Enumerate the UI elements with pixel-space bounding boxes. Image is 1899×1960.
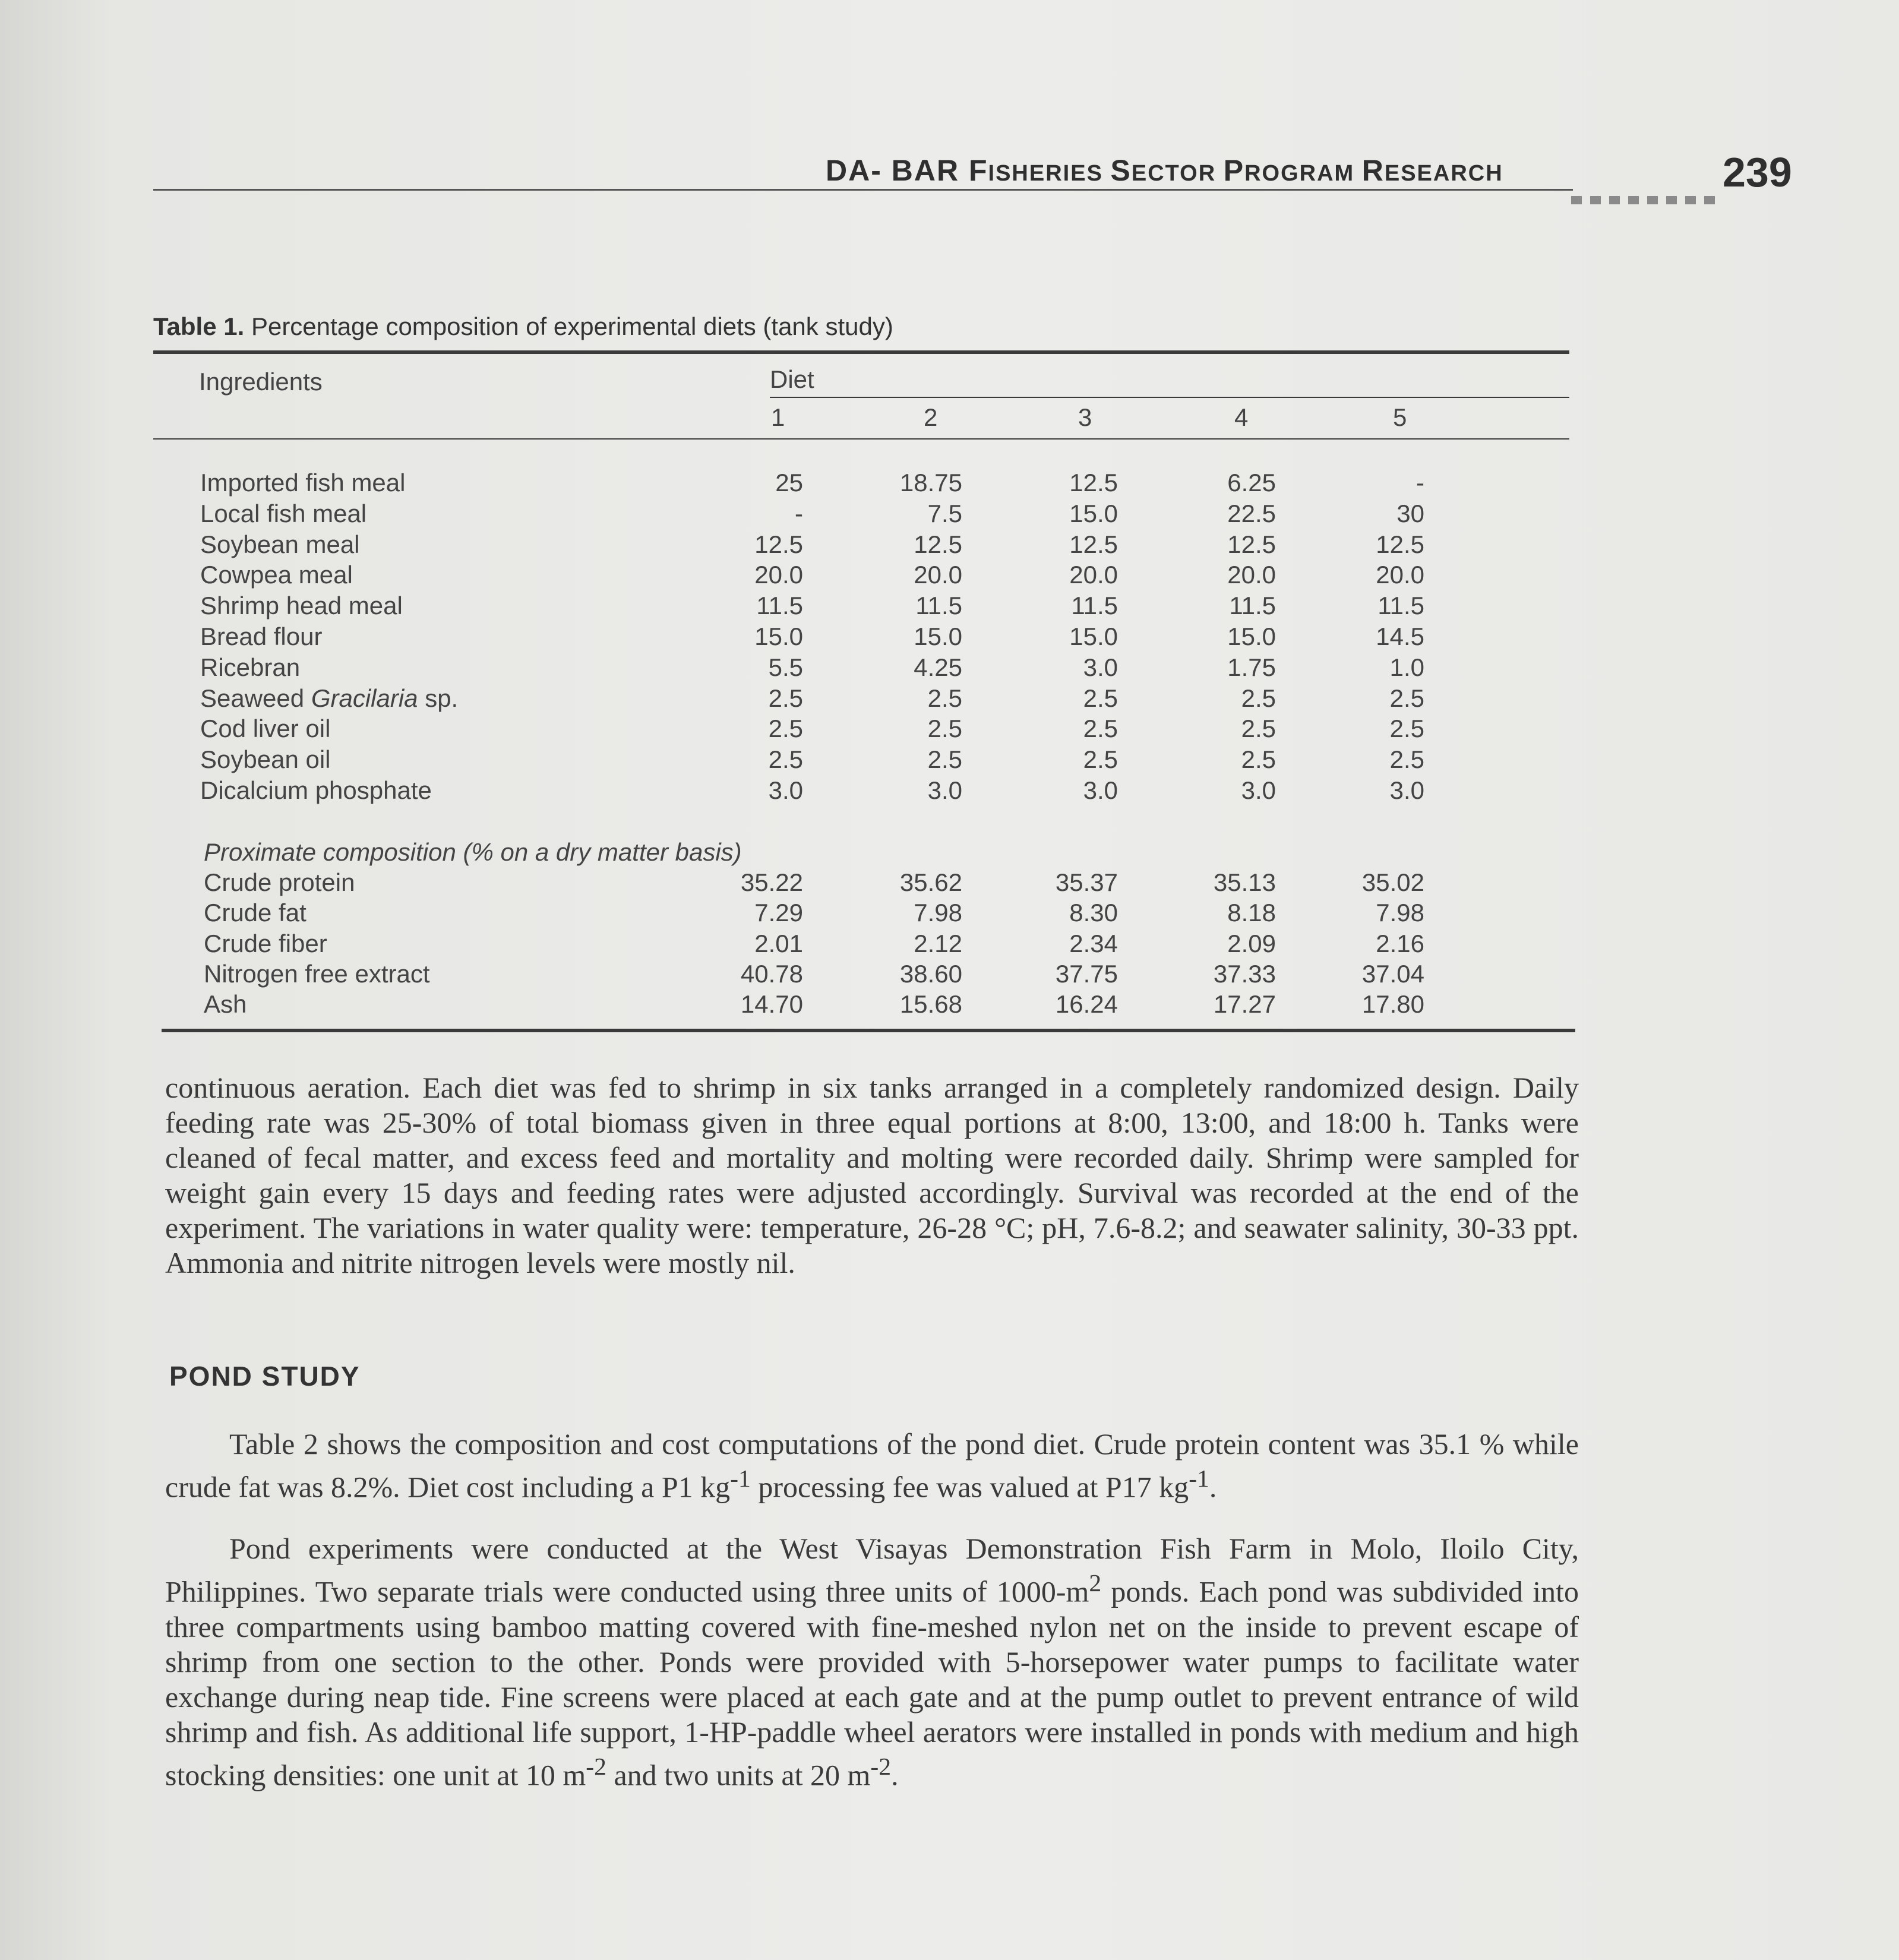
table-cell: 7.29 — [754, 899, 803, 927]
row-label: Crude fiber — [204, 929, 327, 957]
table-cell: 12.5 — [1069, 469, 1118, 497]
table-cell: 15.0 — [1069, 499, 1118, 527]
table-cell: 25 — [775, 469, 803, 497]
paragraph-pond-diet: Table 2 shows the composition and cost computations of the pond diet. Crude protein content was 35.1 % while crude fat was 8.2%. Diet cost including a P1 $kg^{-1}$ processing fee was valued at P17 $kg^{-1}$. — [165, 1427, 1579, 1504]
row-label: Nitrogen free extract — [204, 959, 430, 988]
table-header-rule — [153, 438, 1569, 440]
table-cell: 2.5 — [1241, 745, 1276, 774]
table-cell: 5.5 — [768, 653, 803, 681]
table-cell: 2.5 — [1389, 684, 1424, 712]
table-cell: 38.60 — [899, 959, 962, 988]
table-cell: 2.5 — [1389, 745, 1424, 774]
table-cell: 22.5 — [1227, 499, 1276, 527]
row-label: Soybean meal — [200, 530, 360, 558]
table-cell: 2.12 — [914, 929, 962, 957]
table-cell: 20.0 — [914, 561, 962, 589]
row-label: Dicalcium phosphate — [200, 776, 432, 804]
table-cell: 12.5 — [914, 530, 962, 558]
running-head: DA- BAR FISHERIES SECTOR PROGRAM RESEARCH — [826, 154, 1503, 187]
table-bottom-rule — [162, 1029, 1575, 1032]
table-cell: 35.22 — [740, 868, 803, 896]
table-cell: 2.5 — [768, 715, 803, 743]
table-cell: 2.5 — [1389, 715, 1424, 743]
table-cell: 12.5 — [1227, 530, 1276, 558]
table-cell: 2.5 — [927, 745, 962, 774]
table-cell: 16.24 — [1055, 990, 1118, 1019]
row-label: Seaweed Gracilaria sp. — [200, 684, 459, 712]
diet-number-2: 2 — [924, 403, 938, 431]
table-cell: 3.0 — [1241, 776, 1276, 804]
table-cell: 7.98 — [914, 899, 962, 927]
table-cell: 12.5 — [1376, 530, 1424, 558]
table-cell: 2.09 — [1227, 929, 1276, 957]
table-cell: 15.0 — [754, 622, 803, 650]
row-label: Crude protein — [204, 868, 355, 896]
paragraph-pond-experiments: Pond experiments were conducted at the West Visayas Demonstration Fish Farm in Molo, Iloilo City, Philippines. Two separate trials were conducted using three units of $1000-m^2$ ponds. Each pond was subdivided into three compartments using bamboo matting covered with fine-meshed nylon net on the inside to prevent escape of shrimp from one section to the other. Ponds were provided with 5-horsepower water pumps to facilitate water exchange during neap tide. Fine screens were placed at each gate and at the pump outlet to prevent entrance of wild shrimp and fish. As additional life support, 1-HP-paddle wheel aerators were installed in ponds with medium and high stocking densities: one unit at 10 $m^{-2}$ and two units at 20 $m^{-2}$. — [165, 1532, 1579, 1792]
proximate-heading: Proximate composition (% on a dry matter basis) — [204, 838, 742, 866]
row-label: Shrimp head meal — [200, 592, 403, 620]
table-cell: 1.0 — [1389, 653, 1424, 681]
column-header-diet: Diet — [770, 365, 814, 393]
row-label: Cowpea meal — [200, 561, 353, 589]
table-cell: 15.0 — [1069, 622, 1118, 650]
table-cell: - — [795, 499, 803, 527]
diet-number-4: 4 — [1234, 403, 1249, 431]
column-header-ingredients: Ingredients — [199, 368, 323, 396]
table-cell: 3.0 — [1083, 776, 1118, 804]
table-cell: 2.5 — [1241, 715, 1276, 743]
table-cell: 35.37 — [1055, 868, 1118, 896]
table-cell: 30 — [1396, 499, 1424, 527]
row-label: Crude fat — [204, 899, 307, 927]
diet-span-rule — [770, 397, 1569, 398]
table-cell: 37.04 — [1361, 959, 1424, 988]
table-caption: Table 1. Percentage composition of experimental diets (tank study) — [153, 312, 893, 340]
table-cell: 8.30 — [1069, 899, 1118, 927]
row-label: Imported fish meal — [200, 469, 406, 497]
table-top-rule — [153, 350, 1569, 354]
row-label: Local fish meal — [200, 499, 367, 527]
table-cell: 1.75 — [1227, 653, 1276, 681]
table-cell: 20.0 — [1069, 561, 1118, 589]
table-cell: 11.5 — [1229, 592, 1276, 620]
table-cell: 2.5 — [927, 684, 962, 712]
table-cell: 2.5 — [768, 684, 803, 712]
table-cell: 14.5 — [1376, 622, 1424, 650]
table-cell: 3.0 — [1389, 776, 1424, 804]
table-cell: 20.0 — [1376, 561, 1424, 589]
table-cell: 2.5 — [927, 715, 962, 743]
row-label: Bread flour — [200, 622, 323, 650]
table-cell: 3.0 — [927, 776, 962, 804]
table-cell: 2.16 — [1376, 929, 1424, 957]
table-cell: 11.5 — [756, 592, 803, 620]
table-cell: 15.68 — [899, 990, 962, 1019]
table-cell: 40.78 — [740, 959, 803, 988]
section-heading-pond-study: POND STUDY — [169, 1361, 361, 1392]
table-cell: - — [1416, 469, 1424, 497]
table-cell: 35.02 — [1361, 868, 1424, 896]
table-cell: 2.5 — [1241, 684, 1276, 712]
table-cell: 2.5 — [1083, 684, 1118, 712]
table-cell: 3.0 — [1083, 653, 1118, 681]
table-cell: 12.5 — [754, 530, 803, 558]
table-cell: 3.0 — [768, 776, 803, 804]
header-dots-decoration — [1571, 196, 1715, 204]
page-number: 239 — [1723, 149, 1792, 195]
table-cell: 11.5 — [1377, 592, 1424, 620]
table-cell: 20.0 — [754, 561, 803, 589]
table-cell: 8.18 — [1227, 899, 1276, 927]
table-cell: 17.80 — [1361, 990, 1424, 1019]
table-cell: 2.5 — [1083, 715, 1118, 743]
table-cell: 11.5 — [1071, 592, 1118, 620]
table-cell: 12.5 — [1069, 530, 1118, 558]
table-cell: 18.75 — [899, 469, 962, 497]
table-cell: 37.75 — [1055, 959, 1118, 988]
diet-number-1: 1 — [771, 403, 785, 431]
table-cell: 37.33 — [1213, 959, 1276, 988]
table-cell: 11.5 — [915, 592, 962, 620]
table-cell: 15.0 — [914, 622, 962, 650]
table-cell: 35.13 — [1213, 868, 1276, 896]
table-cell: 6.25 — [1227, 469, 1276, 497]
table-cell: 14.70 — [740, 990, 803, 1019]
table-cell: 7.5 — [927, 499, 962, 527]
paragraph-tank-method: continuous aeration. Each diet was fed to shrimp in six tanks arranged in a completely randomized design. Daily feeding rate was 25-30% of total biomass given in three equal portions at 8:00, 13:00, and 18:00 h. Tanks were cleaned of fecal matter, and excess feed and mortality and molting were recorded daily. Shrimp were sampled for weight gain every 15 days and feeding rates were adjusted accordingly. Survival was recorded at the end of the experiment. The variations in water quality were: temperature, 26-28 °C; pH, 7.6-8.2; and seawater salinity, 30-33 ppt. Ammonia and nitrite nitrogen levels were mostly nil. — [165, 1071, 1579, 1279]
table-cell: 2.34 — [1069, 929, 1118, 957]
table-cell: 17.27 — [1213, 990, 1276, 1019]
table-cell: 2.5 — [1083, 745, 1118, 774]
diet-number-5: 5 — [1393, 403, 1407, 431]
row-label: Ricebran — [200, 653, 301, 681]
table-cell: 20.0 — [1227, 561, 1276, 589]
diet-number-3: 3 — [1078, 403, 1092, 431]
row-label: Cod liver oil — [200, 715, 331, 743]
table-cell: 2.01 — [754, 929, 803, 957]
table-cell: 7.98 — [1376, 899, 1424, 927]
table-cell: 2.5 — [768, 745, 803, 774]
header-rule — [153, 189, 1573, 191]
row-label: Soybean oil — [200, 745, 331, 774]
table-cell: 15.0 — [1227, 622, 1276, 650]
row-label: Ash — [204, 990, 247, 1019]
table-cell: 4.25 — [914, 653, 962, 681]
table-cell: 35.62 — [899, 868, 962, 896]
